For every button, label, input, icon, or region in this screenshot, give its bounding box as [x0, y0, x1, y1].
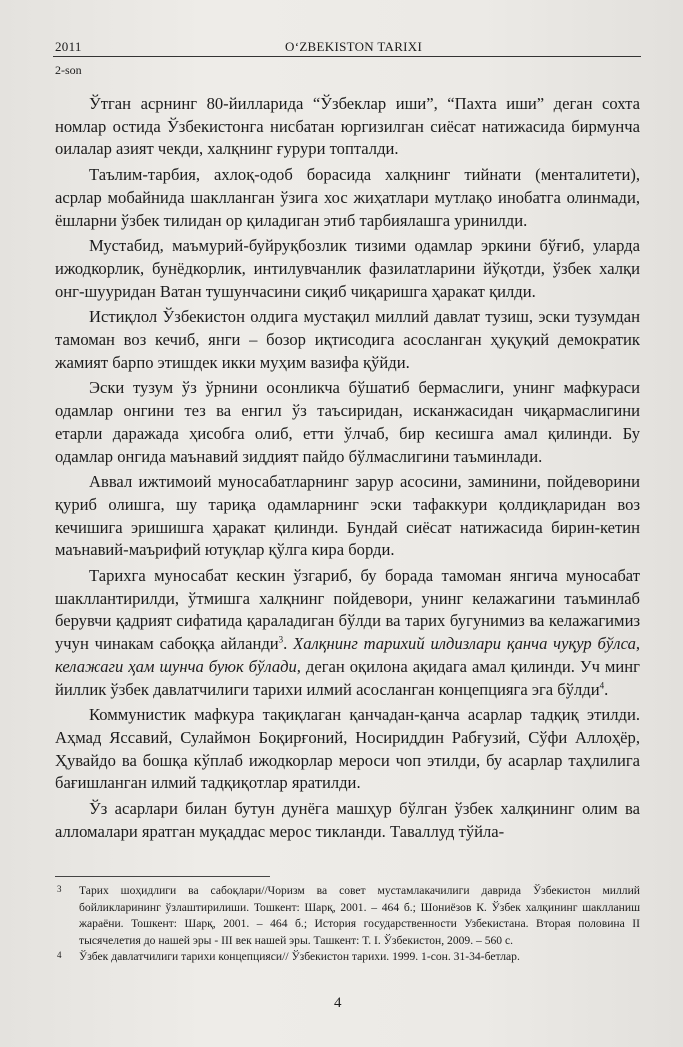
header-issue: 2-son — [55, 63, 82, 77]
header-rule — [53, 56, 641, 57]
footnote-number: 4 — [57, 950, 62, 961]
paragraph: Мустабид, маъмурий-буйруқбозлик тизими одамлар эркини бўғиб, уларда ижодкорлик, бунёдкорлик, интилувчанлик фазилатларини йўқотди, ўзбек халқи онг-шууридан Ватан тушунчасини сиқиб чиқаришга ҳаракат қилди. — [55, 236, 640, 301]
paragraph: Аввал ижтимоий муносабатларнинг зарур асосини, заминини, пойдеворини қуриб олишга, шу тариқа одамларнинг эски тафаккури қолдиқларидан воз кечишига эришишга ҳаракат қилинди. Бундай сиёсат натижасида бирин-кетин маънавий-маърифий ютуқлар қўлга кира борди. — [55, 472, 640, 560]
footnote-text: Тарих шоҳидлиги ва сабоқлари//Чоризм ва совет мустамлакачилиги даврида Ўзбекистон миллий бойликларининг ўзлаштирилиши. Тошкент: Шарқ, 2001. – 464 б.; Шониёзов К. Ўзбек халқининг шаклланиш жараёни. Тошкент: Шарқ, 2001. – 464 б.; История государственности Узбекистана. Вторая половина II тысячелетия до нашей эры - III век нашей эры. Ташкент: Т. I. Ўзбекистон, 2009. – 560 с. — [79, 884, 640, 947]
page-number: 4 — [334, 995, 342, 1011]
header-journal-title: O‘ZBEKISTON TARIXI — [285, 39, 423, 54]
header-year: 2011 — [55, 39, 82, 54]
italic-quote: Халқнинг тарихий илдизлари қанча чуқур бўлса, келажаги ҳам шунча буюк бўлади, — [55, 634, 641, 676]
paragraph-text: деган оқилона ақидага амал қилинди. Уч минг йиллик ўзбек давлатчилиги тарихи илмий асосланган концепцияга эга бўлди — [55, 656, 640, 699]
footnote — [55, 883, 640, 949]
footnote-rule — [55, 876, 270, 877]
paragraph — [55, 565, 640, 701]
paragraph: Ўтган асрнинг 80-йилларида “Ўзбеклар иши”, “Пахта иши” деган сохта номлар остида Ўзбекистонга нисбатан юргизилган сиёсат натижасида бирмунча оилалар азият чекди, халқнинг ғурури топталди. — [55, 94, 640, 159]
paragraph: Ўз асарлари билан бутун дунёга машҳур бўлган ўзбек халқининг олим ва алломалари яратган муқаддас мерос тикланди. Таваллуд тўйла- — [55, 799, 640, 841]
footnote — [55, 949, 640, 966]
paragraph: Эски тузум ўз ўрнини осонликча бўшатиб бермаслиги, унинг мафкураси одамлар онгини тез ва енгил ўз таъсиридан, исканжасидан чиқармаслигини етарли даражада ҳисобга олиб, етти ўлчаб, бир кесишга амал қилинди. Бу одамлар онгида маънавий зиддият пайдо бўлмаслигини таъминлади. — [55, 378, 640, 466]
paragraph: Коммунистик мафкура тақиқлаган қанчадан-қанча асарлар тадқиқ этилди. Аҳмад Яссавий, Сулаймон Боқирғоний, Носириддин Рабғузий, Сўфи Аллоҳёр, Ҳувайдо ва бошқа кўплаб ижодкорлар мероси чоп этилди, бу асарлар таҳлилига бағишланган илмий тадқиқотлар яратилди. — [55, 705, 640, 793]
footnote-number: 3 — [57, 884, 62, 894]
paragraph: Таълим-тарбия, ахлоқ-одоб борасида халқнинг тийнати (менталитети), асрлар мобайнида шаклланган ўзига хос жиҳатлари мутлақо инобатга олинмади, ёшларни ўзбек тилидан ор қиладиган этиб тарбиялашга уринилди. — [55, 165, 640, 230]
footnote-ref: 3 — [278, 634, 284, 645]
separator: . — [283, 634, 294, 654]
article-body — [55, 93, 640, 847]
footnote-ref: 4 — [599, 680, 605, 691]
running-header — [55, 36, 640, 56]
paragraph-end: . — [604, 679, 609, 699]
footnote-text: Ўзбек давлатчилиги тарихи концепцияси// Ўзбекистон тарихи. 1999. 1-сон. 31-34-бетлар. — [79, 950, 520, 964]
paragraph: Истиқлол Ўзбекистон олдига мустақил миллий давлат тузиш, эски тузумдан тамоман воз кечиб, янги – бозор иқтисодига асосланган ҳуқуқий демократик жамият барпо этишдек икки муҳим вазифа қўйди. — [55, 307, 640, 372]
footnotes — [55, 883, 640, 966]
paragraph-text: Тарихга муносабат кескин ўзгариб, бу борада тамоман янгича муносабат шакллантирилди, ўтмишга халқнинг пойдевори, унинг келажагини таъминлаб берувчи қадрият сифатида қараладиган бўлди ва тарих бугунимиз ва келажагимиз учун чинакам сабоққа айланди — [55, 566, 640, 654]
